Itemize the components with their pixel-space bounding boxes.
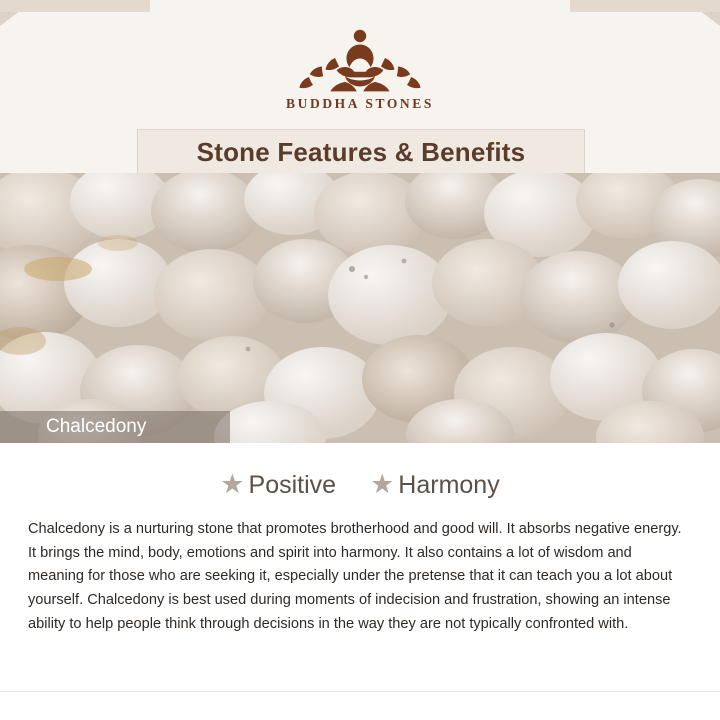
keyword-label-harmony: Harmony <box>398 471 500 499</box>
footer-divider <box>0 691 720 692</box>
stone-name-text: Chalcedony <box>46 416 147 437</box>
keyword-item-positive <box>220 471 336 500</box>
page-title-text: Stone Features & Benefits <box>196 136 526 167</box>
brand-name: BUDDHA STONES <box>286 96 434 111</box>
page-title <box>137 129 585 174</box>
lotus-buddha-icon <box>285 20 435 92</box>
chalcedony-stones-image <box>0 173 720 443</box>
keyword-list <box>0 443 720 500</box>
keyword-label-positive: Positive <box>248 471 337 499</box>
header-area <box>0 0 720 178</box>
brand-logo <box>0 20 720 112</box>
stone-photo <box>0 173 720 443</box>
stone-name-badge <box>0 411 230 443</box>
keyword-item-harmony <box>370 471 500 500</box>
star-icon: ★ <box>220 469 245 499</box>
top-band-left <box>0 0 150 12</box>
star-icon: ★ <box>370 469 395 499</box>
description-area <box>0 443 720 720</box>
stone-description: Chalcedony is a nurturing stone that promotes brotherhood and good will. It absorbs negative energy. It brings the mind, body, emotions and spirit into harmony. It also contains a lot of wisdom and meaning for those who are seeking it, especially under the pretense that it can teach you a lot about yourself. Chalcedony is best used during moments of indecision and frustration, showing an intense ability to help people think through decisions in the way they are not typically confronted with. <box>28 521 682 632</box>
top-band-right <box>570 0 720 12</box>
